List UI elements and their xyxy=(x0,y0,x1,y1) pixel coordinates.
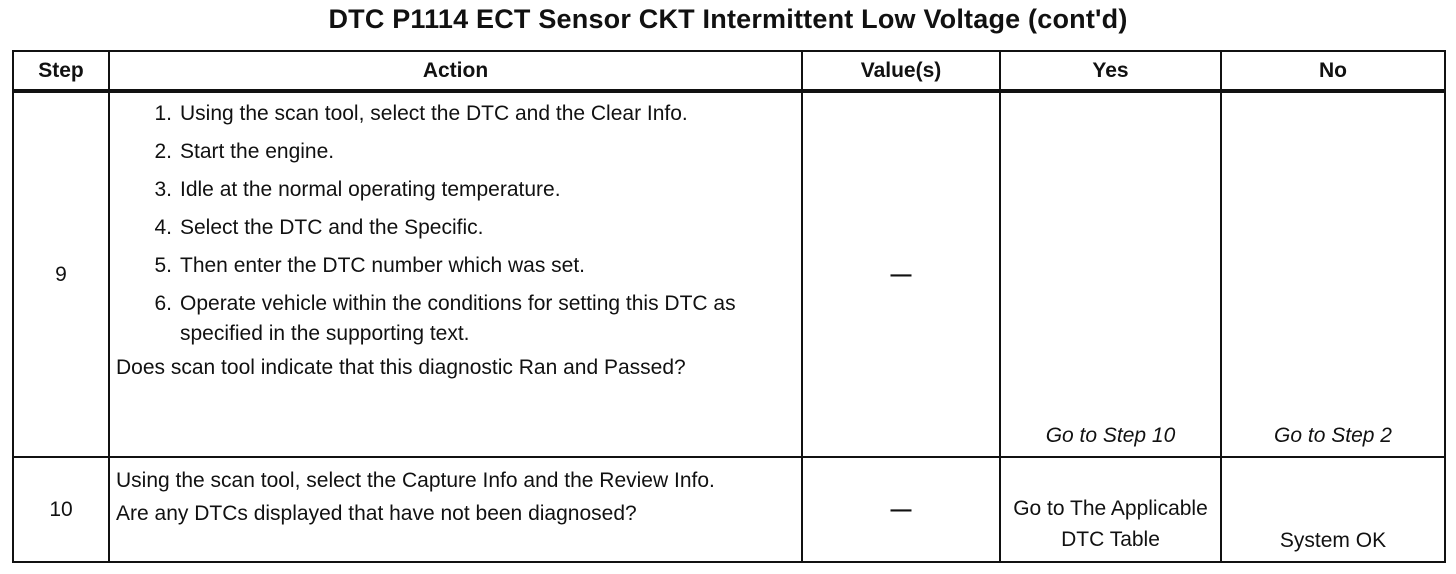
column-header-action: Action xyxy=(109,51,802,91)
action-cell xyxy=(109,91,802,457)
page-title: DTC P1114 ECT Sensor CKT Intermittent Low Voltage (cont'd) xyxy=(328,4,1128,34)
column-header-no: No xyxy=(1221,51,1445,91)
value-dash: — xyxy=(890,262,912,286)
step-item-text: Then enter the DTC number which was set. xyxy=(180,254,586,277)
step-item-number: 5. xyxy=(154,254,172,277)
column-header-values: Value(s) xyxy=(802,51,1000,91)
step-item-number: 2. xyxy=(154,140,172,163)
yes-cell xyxy=(1000,91,1221,457)
table-row-step-10 xyxy=(13,457,1445,562)
value-cell xyxy=(802,91,1000,457)
step-number-cell: 10 xyxy=(13,457,109,562)
step-item-text: Using the scan tool, select the DTC and the Clear Info. xyxy=(180,102,688,125)
diagnostic-question: Are any DTCs displayed that have not been diagnosed? xyxy=(116,502,637,525)
action-step-item xyxy=(154,175,801,205)
step-item-text: Idle at the normal operating temperature. xyxy=(180,178,561,201)
no-result: System OK xyxy=(1279,529,1387,552)
value-dash: — xyxy=(890,497,912,521)
action-steps-list xyxy=(110,99,801,349)
diagnostic-question: Does scan tool indicate that this diagnostic Ran and Passed? xyxy=(116,356,686,379)
yes-result: Go to Step 10 xyxy=(1045,424,1176,447)
column-header-step: Step xyxy=(13,51,109,91)
action-step-item xyxy=(154,289,801,349)
step-item-text: Operate vehicle within the conditions for setting this DTC as specified in the supporting text. xyxy=(180,292,736,345)
step-item-number: 6. xyxy=(154,292,172,315)
yes-result: Go to The Applicable DTC Table xyxy=(1013,497,1208,551)
step-item-number: 3. xyxy=(154,178,172,201)
table-header-row xyxy=(13,51,1445,91)
action-step-item xyxy=(154,137,801,167)
diagnostic-table xyxy=(12,50,1446,563)
action-text-block xyxy=(110,458,801,528)
action-step-item xyxy=(154,251,801,281)
action-step-item xyxy=(154,99,801,129)
step-item-text: Select the DTC and the Specific. xyxy=(180,216,484,239)
action-cell xyxy=(109,457,802,562)
table-row-step-9 xyxy=(13,91,1445,457)
action-step-item xyxy=(154,213,801,243)
value-cell xyxy=(802,457,1000,562)
no-cell xyxy=(1221,457,1445,562)
yes-cell xyxy=(1000,457,1221,562)
step-item-number: 1. xyxy=(154,102,172,125)
step-number-cell: 9 xyxy=(13,91,109,457)
action-instruction: Using the scan tool, select the Capture Info and the Review Info. xyxy=(116,469,715,492)
step-item-number: 4. xyxy=(154,216,172,239)
step-item-text: Start the engine. xyxy=(180,140,335,163)
no-result: Go to Step 2 xyxy=(1274,424,1392,447)
column-header-yes: Yes xyxy=(1000,51,1221,91)
no-cell xyxy=(1221,91,1445,457)
